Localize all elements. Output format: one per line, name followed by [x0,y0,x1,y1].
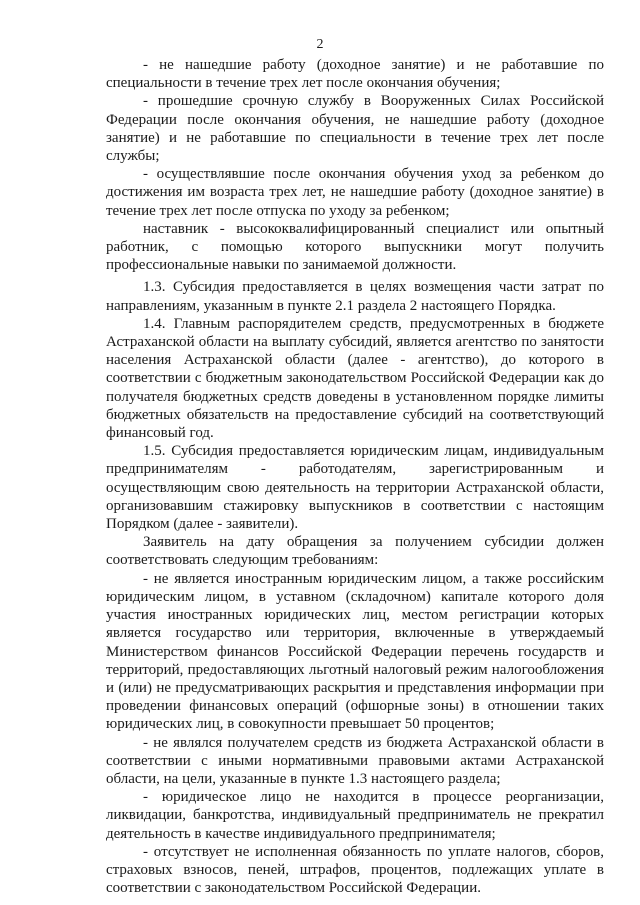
document-body [106,56,604,897]
requirement-no-tax-debt: - отсутствует не исполненная обязанность по уплате налогов, сборов, страховых взносов, пеней, штрафов, процентов, подлежащих уплате в соответствии с законодательством Российской Федерации. [106,843,604,897]
page-number: 2 [316,37,324,52]
clause-1-3: 1.3. Субсидия предоставляется в целях возмещения части затрат по направлениям, указанным в пункте 2.1 раздела 2 настоящего Порядка. [106,279,604,314]
list-item-unemployed-after-study: - не нашедшие работу (доходное занятие) и не работавшие по специальности в течение трех лет после окончания обучения; [106,57,604,92]
applicant-requirements-intro: Заявитель на дату обращения за получением субсидии должен соответствовать следующим требованиям: [106,534,604,569]
clause-1-5: 1.5. Субсидия предоставляется юридическим лицам, индивидуальным предпринимателям - работодателям, зарегистрированным и осуществляющим свою деятельность на территории Астраханской области, организовавшим стажировку выпускников в соответствии с настоящим Порядком (далее - заявители). [106,443,604,533]
definition-mentor: наставник - высококвалифицированный специалист или опытный работник, с помощью которого выпускники могут получить профессиональные навыки по занимаемой должности. [106,220,604,274]
requirement-not-foreign-entity: - не является иностранным юридическим лицом, а также российским юридическим лицом, в уставном (складочном) капитале которого доля участия иностранных юридических лиц, местом регистрации которых является государство или территория, включенные в утверждаемый Министерством финансов Российской Федерации перечень государств и территорий, предоставляющих льготный налоговый режим налогообложения и (или) не предусматривающих раскрытия и представления информации при проведении финансовых операций (офшорные зоны) в отношении таких юридических лиц, в совокупности превышает 50 процентов; [106,570,604,733]
clause-1-4: 1.4. Главным распорядителем средств, предусмотренных в бюджете Астраханской области на выплату субсидий, является агентство по занятости населения Астраханской области (далее - агентство), до которого в соответствии с бюджетным законодательством Российской Федерации как до получателя бюджетных средств доведены в установленном порядке лимиты бюджетных обязательств на предоставление субсидий на соответствующий финансовый год. [106,315,604,442]
list-item-after-childcare-leave: - осуществлявшие после окончания обучения уход за ребенком до достижения им возраста трех лет, не нашедшие работу (доходное занятие) в течение трех лет после отпуска по уходу за ребенком; [106,166,604,219]
requirement-no-other-subsidy: - не являлся получателем средств из бюджета Астраханской области в соответствии с иными нормативными правовыми актами Астраханской области, на цели, указанные в пункте 1.3 настоящего раздела; [106,734,604,787]
list-item-after-military-service: - прошедшие срочную службу в Вооруженных Силах Российской Федерации после окончания обучения, не нашедшие работу (доходное занятие) и не работавшие по специальности в течение трех лет после службы; [106,93,604,165]
requirement-no-reorganization: - юридическое лицо не находится в процессе реорганизации, ликвидации, банкротства, индивидуальный предприниматель не прекратил деятельность в качестве индивидуального предпринимателя; [106,789,604,842]
